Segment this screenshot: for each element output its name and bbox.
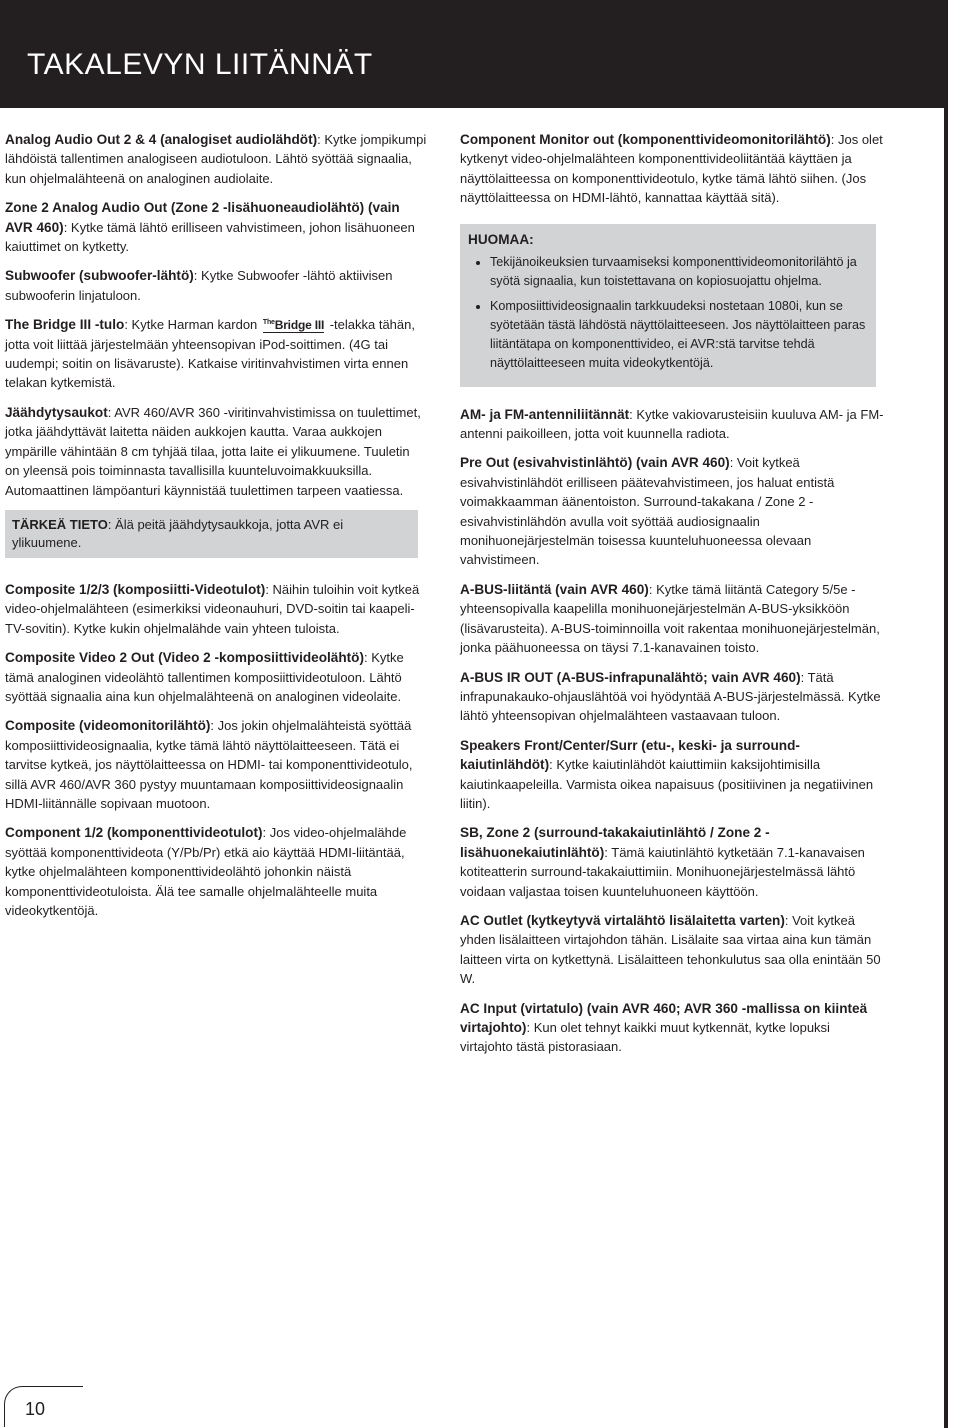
note-box — [460, 224, 876, 387]
important-notice — [5, 510, 418, 558]
section-heading: Component Monitor out (komponenttivideomonitorilähtö) — [460, 132, 831, 147]
section-heading: Composite (videomonitorilähtö) — [5, 718, 211, 734]
section-am-fm-antenna — [460, 405, 884, 444]
section-heading: A-BUS-liitäntä (vain AVR 460) — [460, 581, 649, 597]
section-text: : Kytke vakiovarusteisiin kuuluva AM- ja FM-antenni paikoilleen, jotta voit kuunnella radiota. — [460, 406, 884, 442]
section-text: : Kytke kaiutinlähdöt kaiuttimiin kaksijohtimisilla kaiutinkaapeleilla. Varmista oikea napaisuus (positiivinen ja negatiivinen liitin). — [460, 757, 874, 811]
left-column — [5, 130, 427, 930]
section-analog-audio-out — [5, 130, 427, 188]
note-item: • Komposiittivideosignaalin tarkkuudeksi nostetaan 1080i, kun se syötetään tästä lähdöstä näyttölaitteeseen. Jos näyttölaitteen paras liitäntätapa on komponenttivideo, ei AVR:stä tarvitse tehdä näyttölaitteeseen muita videokytkentöjä. — [490, 297, 866, 373]
section-text: : Voit kytkeä yhden lisälaitteen virtajohdon tähän. Lisälaite saa virtaa aina kun tämän laitteen virta on kytkettynä. Lisälaitteen tehonkulutus saa olla enintään 50 W. — [460, 912, 881, 987]
section-zone2-audio-out — [5, 198, 427, 256]
section-heading: Zone 2 Analog Audio Out (Zone 2 -lisähuoneaudiolähtö) (vain AVR 460) — [5, 200, 400, 235]
section-heading: Jäähdytysaukot — [5, 404, 108, 420]
page-title: TAKALEVYN LIITÄNNÄT — [27, 48, 373, 81]
section-text: : Kytke jompikumpi lähdöistä tallentimen analogiseen audiotuloon. Lähtö syöttää signaalia, kun ohjelmalähteenä on analoginen audiolaite. — [5, 132, 427, 186]
section-heading: Speakers Front/Center/Surr (etu-, keski- ja surround-kaiutinlähdöt) — [460, 737, 800, 773]
section-composite-monitor — [5, 716, 427, 813]
section-a-bus-ir-out — [460, 668, 884, 726]
section-heading: Pre Out (esivahvistinlähtö) (vain AVR 460) — [460, 455, 730, 471]
page-header-bar — [0, 0, 944, 108]
section-ac-input — [460, 999, 884, 1057]
note-title: HUOMAA: — [468, 231, 534, 247]
section-a-bus — [460, 580, 884, 658]
section-subwoofer — [5, 266, 427, 305]
section-text: : Jos olet kytkenyt video-ohjelmalähteen komponenttivideoliitäntää käyttäen ja näyttölaitteessa on komponenttivideotulo, kytke tämä lähtö siihen. (Jos näyttölaitteessa on HDMI-lähtö, kannattaa käyttää sitä). — [460, 132, 883, 206]
section-heading: Component 1/2 (komponenttivideotulot) — [5, 825, 263, 841]
section-heading: AC Input (virtatulo) (vain AVR 460; AVR 360 -mallissa on kiinteä virtajohto) — [460, 1000, 868, 1035]
section-heading: AC Outlet (kytkeytyvä virtalähtö lisälaitetta varten) — [460, 912, 785, 928]
right-column — [460, 130, 884, 1067]
page-edge-bar — [944, 0, 948, 1428]
note-list — [468, 253, 866, 373]
bridge-logo-sup: The — [262, 319, 275, 327]
important-text: : Älä peitä jäähdytysaukkoja, jotta AVR ei ylikuumene. — [12, 516, 344, 550]
section-text: : Voit kytkeä esivahvistinlähdöt erilliseen päätevahvistimeen, jos haluat entistä voimakkaamman äänentoiston. Surround-takakana / Zone 2 -esivahvistinlähdön avulla voit syöttää audiosignaalin monihuonejärjestelmän toisessa kuunteluhuoneessa olevaan vahvistimeen. — [460, 455, 835, 568]
section-composite-video2-out — [5, 648, 427, 706]
section-ac-outlet — [460, 911, 884, 989]
section-heading: SB, Zone 2 (surround-takakaiutinlähtö / Zone 2 -lisähuonekaiutinlähtö) — [460, 825, 770, 860]
section-text: : Kytke tämä liitäntä Category 5/5e -yhteensopivalla kaapelilla monihuonejärjestelmän A-BUS-yksikköön (lisävarusteita). A-BUS-toiminnoilla voit rakentaa monihuonejärjestelmän, jonka päähuoneessa on täysi 7.1-kanavainen toisto. — [460, 581, 880, 656]
section-speakers — [460, 736, 884, 814]
section-sb-zone2 — [460, 823, 884, 901]
section-text: : Tätä infrapunakauko-ohjauslähtöä voi hyödyntää A-BUS-järjestelmässä. Kytke lähtö yhteensopivan ohjelmalähteen vastaavaan tuloon. — [460, 669, 881, 724]
section-heading: Subwoofer (subwoofer-lähtö) — [5, 268, 194, 284]
section-text: : Jos jokin ohjelmalähteistä syöttää komposiittivideosignaalia, kytke tämä lähtö näyttölaitteeseen. Tätä ei tarvitse kytkeä, jos näyttölaitteessa on HDMI- tai komponenttivideotulo, sillä AVR 460/AVR 360 pystyy muuntamaan komposiittivideosignaalin HDMI-liitännälle sopivaan muotoon. — [5, 718, 413, 811]
section-pre-out — [460, 453, 884, 569]
section-bridge-iii — [5, 315, 427, 393]
section-text: : Tämä kaiutinlähtö kytketään 7.1-kanavaisen kotiteatterin surround-takakaiuttimiin. Monihuonejärjestelmässä lähtö voidaan valjastaa toisen kuunteluhuoneen käyttöön. — [460, 844, 865, 899]
section-heading: Analog Audio Out 2 & 4 (analogiset audiolähdöt) — [5, 132, 318, 147]
section-component-monitor-out — [460, 130, 884, 208]
section-text: : Kytke Harman kardon — [124, 317, 261, 333]
page-number: 10 — [25, 1399, 46, 1419]
section-text: : Näihin tuloihin voit kytkeä video-ohjelmalähteen (esimerkiksi videonauhuri, DVD-soitin tai kaapeli-TV-sovitin). Kytke kukin ohjelmalähde vain yhteen tuloista. — [5, 581, 420, 636]
section-composite-inputs — [5, 580, 427, 638]
important-heading: TÄRKEÄ TIETO — [12, 516, 108, 532]
section-heading: AM- ja FM-antenniliitännät — [460, 406, 630, 422]
section-cooling-vents — [5, 403, 427, 500]
section-text-cont: -telakka tähän, jotta voit liittää järjestelmään yhteensopivan iPod-soittimen. (4G tai uudempi; soitin on lisävaruste). Katkaise viritinvahvistimen virta ennen telakan kytkemistä. — [5, 317, 415, 391]
section-text: : Kytke tämä analoginen videolähtö tallentimen komposiittivideotuloon. Lähtö syöttää signaalia aina kun ohjelmalähteenä on analoginen videolaite. — [5, 650, 404, 704]
section-text: : Kytke Subwoofer -lähtö aktiivisen subwooferin linjatuloon. — [5, 268, 393, 303]
section-text: : AVR 460/AVR 360 -viritinvahvistimissa on tuulettimet, jotka jäähdyttävät laitetta näiden aukkojen kautta. Varaa aukkojen ympärille vähintään 8 cm tyhjää tilaa, jotta laite ei ylikuumene. Tuuletin on yleensä pois toiminnasta tavallisilla kuunteluvoimakkuuksilla. Automaattinen lämpöanturi käynnistää tuulettimen tarpeen vaatiessa. — [5, 404, 421, 498]
section-heading: Composite Video 2 Out (Video 2 -komposiittivideolähtö) — [5, 650, 365, 666]
bridge-iii-logo — [263, 316, 324, 333]
section-heading: Composite 1/2/3 (komposiitti-Videotulot) — [5, 581, 266, 597]
bridge-logo-text: Bridge III — [274, 318, 325, 333]
section-heading: The Bridge III -tulo — [5, 317, 125, 333]
section-text: : Kun olet tehnyt kaikki muut kytkennät, kytke lopuksi virtajohto tästä pistorasiaan. — [460, 1020, 830, 1055]
section-text: : Jos video-ohjelmalähde syöttää komponenttivideota (Y/Pb/Pr) etkä aio käyttää HDMI-liitäntää, kytke ohjelmalähteen komponenttivideolähtö johonkin näistä komponenttivideotuloista. Älä tee samalle ohjelmalähteelle muita videokytkentöjä. — [5, 825, 407, 918]
note-item: • Tekijänoikeuksien turvaamiseksi komponenttivideomonitorilähtö ja syötä signaalia, kun toistettavana on kopiosuojattu ohjelma. — [490, 253, 866, 291]
section-heading: A-BUS IR OUT (A-BUS-infrapunalähtö; vain AVR 460) — [460, 669, 801, 685]
page-number-tab — [4, 1386, 83, 1427]
section-text: : Kytke tämä lähtö erilliseen vahvistimeen, johon lisähuoneen kaiuttimet on kytketty. — [5, 219, 415, 255]
section-component-inputs — [5, 823, 427, 920]
